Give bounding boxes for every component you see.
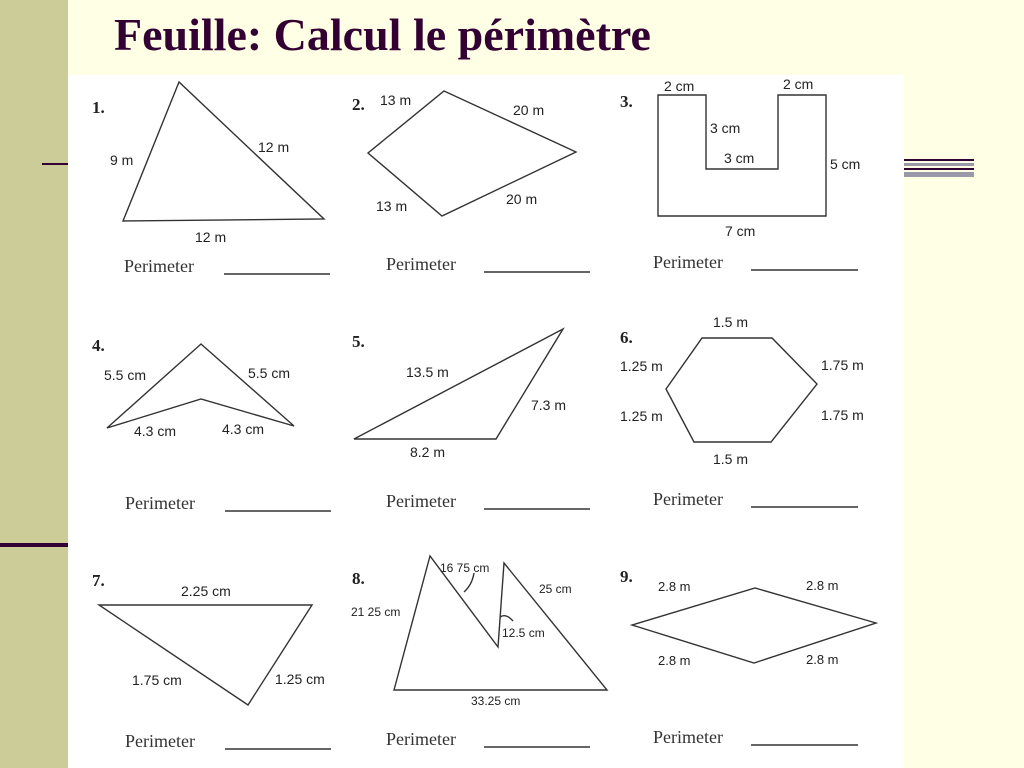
side-label: 12 m <box>195 229 227 245</box>
problem-number: 1. <box>92 98 105 117</box>
problem-number: 8. <box>352 569 365 588</box>
perimeter-label: Perimeter <box>386 491 456 511</box>
side-label: 13 m <box>380 92 412 108</box>
decor-stripe <box>900 163 974 166</box>
side-label: 1.5 m <box>713 451 749 467</box>
side-label: 2 cm <box>664 78 695 94</box>
problem-7 <box>92 571 331 751</box>
side-label: 5.5 cm <box>104 367 147 383</box>
problem-number: 3. <box>620 92 633 111</box>
side-label: 9 m <box>110 152 134 168</box>
callout-arrow <box>464 573 474 592</box>
side-label: 7 cm <box>725 223 756 239</box>
problem-number: 9. <box>620 567 633 586</box>
side-label: 5 cm <box>830 156 861 172</box>
perimeter-label: Perimeter <box>125 731 195 751</box>
triangle-shape <box>99 605 312 705</box>
side-label: 7.3 m <box>531 397 567 413</box>
side-label: 8.2 m <box>410 444 446 460</box>
problem-number: 2. <box>352 95 365 114</box>
side-label: 1.75 cm <box>132 672 182 688</box>
arrowhead-shape <box>107 344 294 428</box>
perimeter-label: Perimeter <box>125 493 195 513</box>
side-label: 20 m <box>513 102 545 118</box>
side-label: 1.25 cm <box>275 671 325 687</box>
side-label: 1.75 m <box>821 407 864 423</box>
perimeter-label: Perimeter <box>653 727 723 747</box>
problem-number: 6. <box>620 328 633 347</box>
side-label: 21 25 cm <box>351 605 401 619</box>
perimeter-label: Perimeter <box>386 254 456 274</box>
perimeter-label: Perimeter <box>653 252 723 272</box>
worksheet-image <box>68 75 904 768</box>
slide-title: Feuille: Calcul le périmètre <box>114 9 651 60</box>
problem-3 <box>620 76 860 272</box>
side-label: 3 cm <box>710 120 741 136</box>
problem-1 <box>92 82 330 276</box>
decor-stripe <box>900 172 974 177</box>
side-label: 1.25 m <box>620 408 663 424</box>
problem-5 <box>352 329 590 511</box>
side-label: 1.25 m <box>620 358 663 374</box>
triangle-shape <box>354 329 563 439</box>
side-label: 13.5 m <box>406 364 449 380</box>
side-label: 13 m <box>376 198 408 214</box>
side-label: 2.8 m <box>806 652 839 667</box>
side-label: 12 m <box>258 139 290 155</box>
problem-8 <box>351 556 607 749</box>
zigzag-shape <box>394 556 607 690</box>
side-label: 1.5 m <box>713 314 749 330</box>
perimeter-label: Perimeter <box>124 256 194 276</box>
side-label: 25 cm <box>539 582 572 596</box>
hexagon-shape <box>666 338 817 442</box>
problem-number: 4. <box>92 336 105 355</box>
side-label: 2.8 m <box>658 653 691 668</box>
perimeter-label: Perimeter <box>653 489 723 509</box>
rhombus-shape <box>632 588 876 663</box>
problem-4 <box>92 336 331 513</box>
side-label: 4.3 cm <box>222 421 265 437</box>
decor-stripe <box>900 159 974 161</box>
divider-line <box>0 543 70 547</box>
side-label: 2.8 m <box>806 578 839 593</box>
callout-arrow <box>500 616 513 621</box>
triangle-shape <box>123 82 324 221</box>
side-label: 2 cm <box>783 76 814 92</box>
side-label: 16 75 cm <box>440 561 490 575</box>
side-label: 3 cm <box>724 150 755 166</box>
side-label: 5.5 cm <box>248 365 291 381</box>
side-label: 4.3 cm <box>134 423 177 439</box>
perimeter-label: Perimeter <box>386 729 456 749</box>
problem-number: 7. <box>92 571 105 590</box>
side-label: 2.8 m <box>658 579 691 594</box>
problem-2 <box>352 91 590 274</box>
side-label: 2.25 cm <box>181 583 231 599</box>
side-label: 12.5 cm <box>502 626 545 640</box>
side-label: 1.75 m <box>821 357 864 373</box>
problem-6 <box>620 314 864 509</box>
sidebar-bar <box>0 0 68 768</box>
problem-9 <box>620 567 876 747</box>
problem-number: 5. <box>352 332 365 351</box>
worksheet-figures <box>68 75 904 768</box>
decor-stripe <box>900 168 974 170</box>
side-label: 33.25 cm <box>471 694 521 708</box>
side-label: 20 m <box>506 191 538 207</box>
